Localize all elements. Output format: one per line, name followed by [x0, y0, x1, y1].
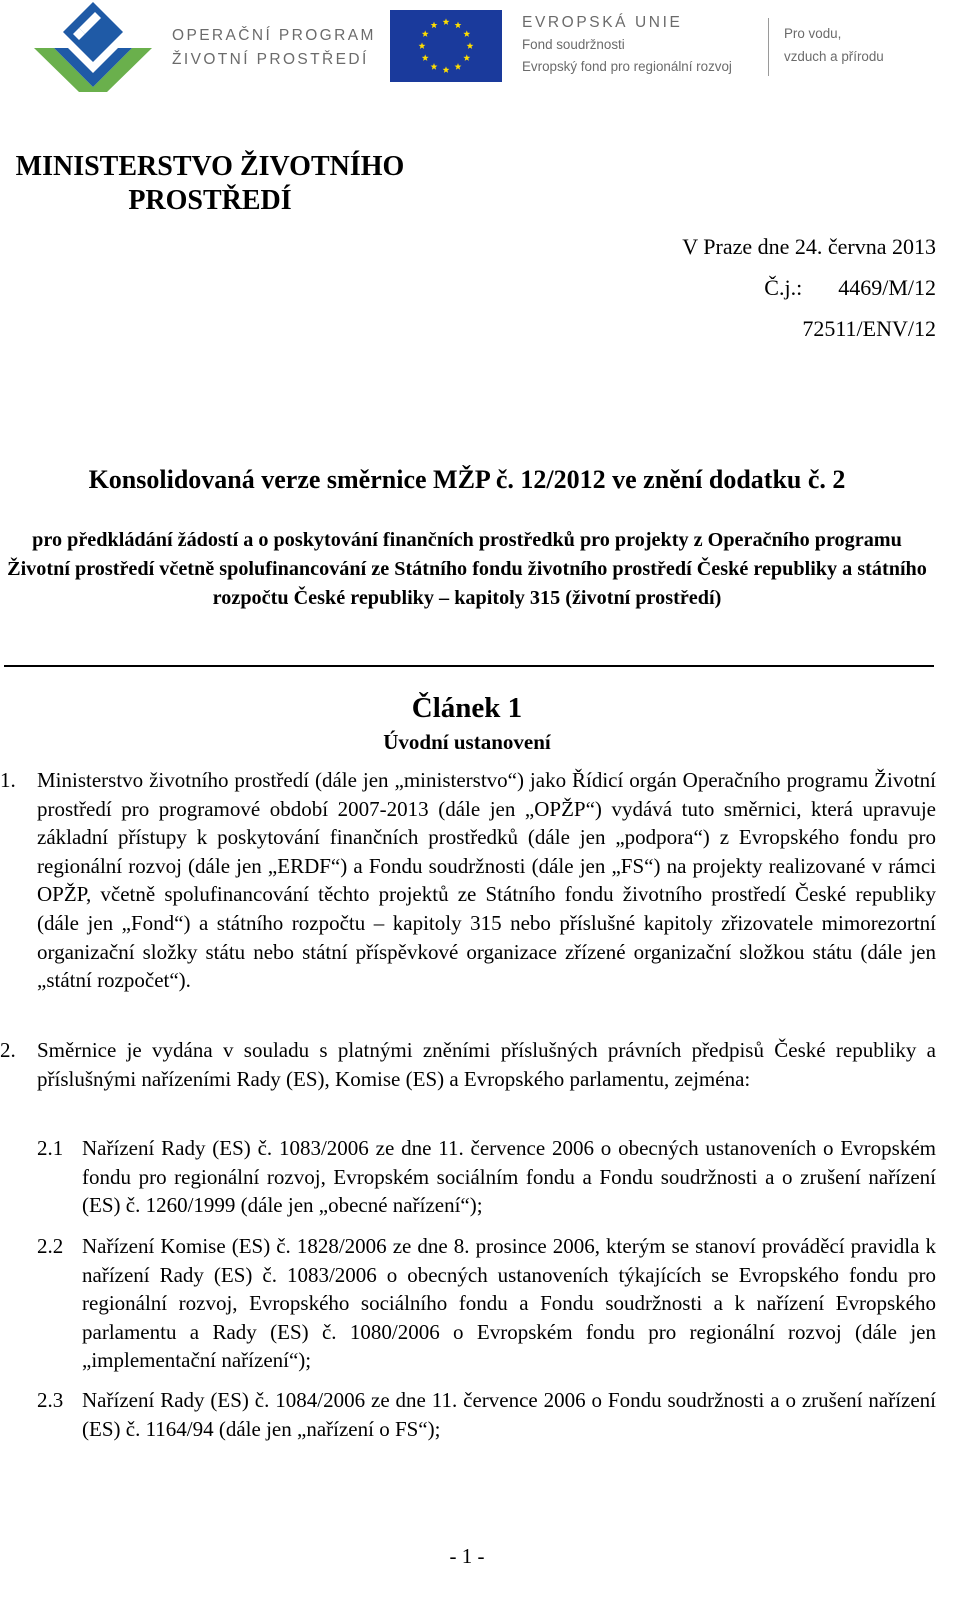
- article-title: Článek 1: [411, 692, 523, 724]
- subparagraph-number: 2.3: [37, 1388, 64, 1412]
- logo-bar: [0, 0, 960, 100]
- paragraph-text: Směrnice je vydána v souladu s platnými zněními příslušných právních předpisů České republiky a příslušnými nařízeními Rady (ES), Komise (ES) a Evropského parlamentu, zejména:: [37, 1038, 936, 1091]
- document-meta: [682, 226, 936, 349]
- logo-divider: [768, 18, 769, 76]
- paragraph-number: 2.: [0, 1038, 16, 1062]
- subparagraph-number: 2.2: [37, 1234, 64, 1258]
- reference-number-2: 72511/ENV/12: [802, 316, 936, 341]
- ministry-line2: PROSTŘEDÍ: [128, 185, 292, 216]
- ministry-name: [0, 150, 420, 218]
- eu-wordmark: [522, 12, 732, 78]
- document-subtitle: pro předkládání žádostí a o poskytování finančních prostředků pro projekty z Operačního programu Životní prostředí včetně spolufinancování ze Státního fondu životního prostředí České republiky a státního rozpočtu České republiky – kapitoly 315 (životní prostředí): [7, 529, 927, 609]
- subparagraph-text: Nařízení Rady (ES) č. 1083/2006 ze dne 11. července 2006 o obecných ustanoveních o Evropském fondu pro regionální rozvoj, Evropském sociálním fondu a Fondu soudržnosti a o zrušení nařízení (ES) č. 1260/1999 (dále jen „obecné nařízení“);: [82, 1136, 936, 1218]
- reference-number-1: 4469/M/12: [838, 275, 936, 300]
- eu-fund-cohesion: Fond soudržnosti: [522, 37, 625, 52]
- article-subtitle: Úvodní ustanovení: [383, 730, 551, 754]
- subparagraph-number: 2.1: [37, 1136, 64, 1160]
- opzp-logo-icon: [34, 2, 152, 92]
- opzp-line2: ŽIVOTNÍ PROSTŘEDÍ: [172, 51, 369, 68]
- reference-line: [682, 267, 936, 308]
- opzp-line1: OPERAČNÍ PROGRAM: [172, 27, 376, 44]
- document-title: Konsolidovaná verze směrnice MŽP č. 12/2012 ve znění dodatku č. 2: [88, 465, 846, 494]
- subparagraph-text: Nařízení Komise (ES) č. 1828/2006 ze dne 8. prosince 2006, kterým se stanoví prováděcí pravidla k nařízení Rady (ES) č. 1083/2006 o obecných ustanoveních týkajících se Evropského fondu pro regionální rozvoj, Evropského sociálního fondu a Fondu soudržnosti a k nařízení Evropského parlamentu a Rady (ES) č. 1080/2006 o Evropském fondu pro regionální rozvoj (dále jen „implementační nařízení“);: [82, 1234, 936, 1373]
- ministry-line1: MINISTERSTVO ŽIVOTNÍHO: [15, 151, 405, 182]
- slogan-line2: vzduch a přírodu: [784, 49, 884, 64]
- reference-label: Č.j.:: [764, 275, 803, 300]
- subparagraph-text: Nařízení Rady (ES) č. 1084/2006 ze dne 11. července 2006 o Fondu soudržnosti a o zrušení nařízení (ES) č. 1164/94 (dále jen „nařízení o FS“);: [82, 1388, 936, 1441]
- slogan-line1: Pro vodu,: [784, 26, 842, 41]
- page-number: - 1 -: [449, 1544, 485, 1568]
- horizontal-rule: [4, 665, 934, 667]
- paragraph-number: 1.: [0, 768, 16, 792]
- opzp-wordmark: [172, 24, 376, 72]
- eu-fund-erdf: Evropský fond pro regionální rozvoj: [522, 59, 732, 74]
- paragraph-text: Ministerstvo životního prostředí (dále jen „ministerstvo“) jako Řídicí orgán Operačního programu Životní prostředí pro programové období 2007-2013 (dále jen „OPŽP“) vydává tuto směrnici, která upravuje základní přístupy k poskytování finančních prostředků (dále jen „podpora“) z Evropského fondu pro regionální rozvoj (dále jen „ERDF“) a Fondu soudržnosti (dále jen „FS“) na projekty realizované v rámci OPŽP, včetně spolufinancování těchto projektů ze Státního fondu životního prostředí České republiky (dále jen „Fond“) a státního rozpočtu – kapitoly 315 nebo příslušné kapitoly zřizovatele mimorezortní organizační složky státu nebo státní příspěvkové organizace zřízené organizační složkou státu (dále jen „státní rozpočet“).: [37, 768, 936, 993]
- eu-flag-icon: [390, 10, 502, 82]
- slogan: [784, 22, 884, 68]
- document-date: V Praze dne 24. června 2013: [682, 234, 936, 259]
- eu-title: EVROPSKÁ UNIE: [522, 14, 683, 31]
